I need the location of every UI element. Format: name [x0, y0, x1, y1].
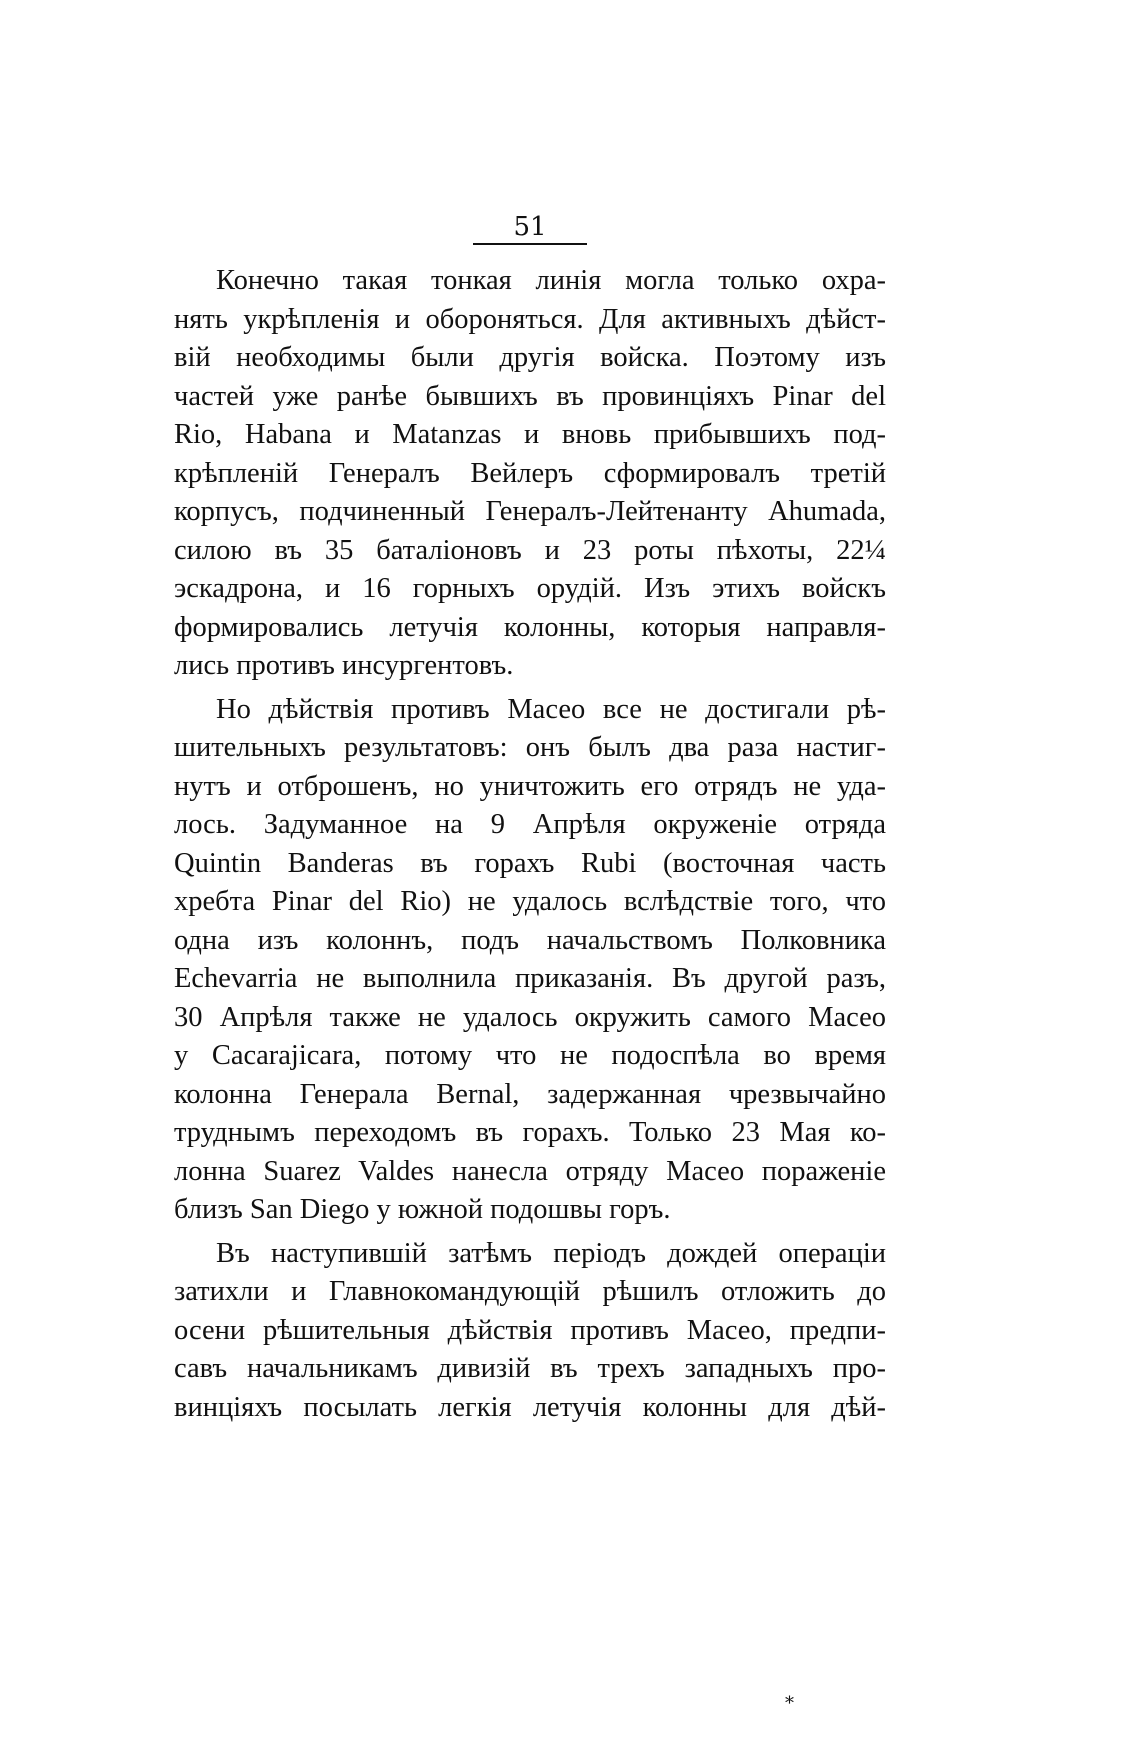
- paragraph-3: [174, 1235, 886, 1428]
- paragraph-1: [174, 262, 886, 686]
- text-line: крѣпленій Генералъ Вейлеръ сформировалъ третій: [174, 457, 886, 489]
- text-line: колонна Генерала Bernal, задержанная чрезвычайно: [174, 1078, 886, 1110]
- text-line: шительныхъ результатовъ: онъ былъ два раза настиг-: [174, 732, 886, 763]
- text-line: у Cacarajicara, потому что не подоспѣла во время: [174, 1040, 886, 1071]
- text-line: лось. Задуманное на 9 Апрѣля окруженіе отряда: [174, 809, 886, 840]
- paragraph-2: [174, 691, 886, 1230]
- page-number: 51: [513, 212, 547, 242]
- text-line: одна изъ колоннъ, подъ начальствомъ Полковника: [174, 924, 886, 956]
- text-line: осени рѣшительныя дѣйствія противъ Масео, предпи-: [174, 1314, 886, 1346]
- text-line: вій необходимы были другія войска. Поэтому изъ: [174, 342, 886, 373]
- text-line: нутъ и отброшенъ, но уничтожить его отрядъ не уда-: [174, 770, 886, 802]
- text-line: Echevarria не выполнила приказанія. Въ другой разъ,: [174, 963, 886, 994]
- text-line: Конечно такая тонкая линія могла только охра-: [216, 265, 886, 296]
- text-line: лись противъ инсургентовъ.: [174, 650, 514, 681]
- text-line: корпусъ, подчиненный Генералъ-Лейтенанту Ahumada,: [174, 496, 886, 527]
- text-line: Въ наступившій затѣмъ періодъ дождей операціи: [216, 1237, 886, 1269]
- text-line: силою въ 35 баталіоновъ и 23 роты пѣхоты, 22¼: [174, 534, 886, 566]
- text-line: винціяхъ посылать легкія летучія колонны для дѣй-: [174, 1391, 886, 1423]
- text-line: Rio, Habana и Matanzas и вновь прибывшихъ под-: [174, 419, 886, 450]
- text-line: лонна Suarez Valdes нанесла отряду Масео пораженіе: [174, 1155, 886, 1187]
- text-line: близъ San Diego у южной подошвы горъ.: [174, 1194, 671, 1225]
- text-line: 30 Апрѣля также не удалось окружить самого Масео: [174, 1001, 886, 1033]
- text-line: формировались летучія колонны, которыя направля-: [174, 611, 886, 643]
- text-line: Но дѣйствія противъ Масео все не достигали рѣ-: [216, 693, 886, 725]
- text-line: частей уже ранѣе бывшихъ въ провинціяхъ Pinar del: [174, 380, 886, 412]
- text-line: хребта Pinar del Rio) не удалось вслѣдствіе того, что: [174, 886, 886, 917]
- page-number-underline: [473, 243, 587, 245]
- text-line: нять укрѣпленія и обороняться. Для активныхъ дѣйст-: [174, 303, 886, 335]
- text-line: труднымъ переходомъ въ горахъ. Только 23 Мая ко-: [174, 1117, 886, 1148]
- body-text: [174, 262, 886, 1432]
- text-line: эскадрона, и 16 горныхъ орудій. Изъ этихъ войскъ: [174, 573, 886, 604]
- text-line: затихли и Главнокомандующій рѣшилъ отложить до: [174, 1276, 886, 1307]
- text-line: савъ начальникамъ дивизій въ трехъ западныхъ про-: [174, 1353, 886, 1384]
- printer-signature-mark: *: [785, 1693, 794, 1714]
- text-line: Quintin Banderas въ горахъ Rubi (восточная часть: [174, 847, 886, 879]
